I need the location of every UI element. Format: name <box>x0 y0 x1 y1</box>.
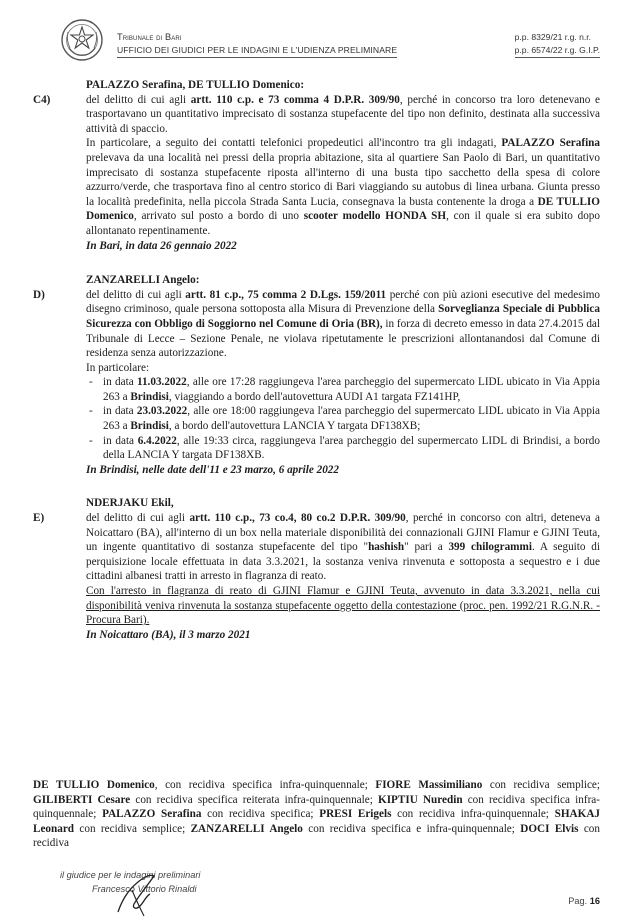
text-run: con recidiva specifica reiterata infra-quinquennale; <box>130 793 378 806</box>
defendant-name: PRESI Erigels <box>319 808 392 821</box>
case-ref-nr: p.p. 8329/21 r.g. n.r. <box>514 32 592 42</box>
text-run: in data <box>103 434 138 447</box>
text-run: con recidiva semplice; <box>74 822 191 835</box>
law-reference: artt. 81 c.p., 75 comma 2 D.Lgs. 159/2011 <box>185 288 387 301</box>
list-intro: In particolare: <box>86 361 150 374</box>
text-run: , arrivato sul posto a bordo di uno <box>133 210 304 223</box>
substance-name: hashish <box>368 541 405 554</box>
charge-d-text <box>86 288 600 478</box>
text-run: prelevava da una località nei pressi della propria abitazione, sita al quartiere San Paolo di Bari, un quantitativo imprecisato di sostanza stupefacente riposta all'interno di una busta tipo sacchetto della spesa di colore azzurro/verde, che trasportava fino al centro storico di Bari viaggiando su autobus di linea urbana. Giunta presso la località predefinita, nella piccola Strada Santa Lucia, consegnava la busta contenente la droga a <box>86 151 600 208</box>
defendant-name: FIORE Massimiliano <box>375 779 483 791</box>
text-run: del delitto di cui agli <box>86 288 186 301</box>
judge-name: Francesco Vittorio Rinaldi <box>92 884 197 894</box>
list-item: - in data 23.03.2022, alle ore 18:00 raggiungeva l'area parcheggio del supermercato LIDL ubicato in Via Appia 263 a Brindisi, a bordo dell'autovettura LANCIA Y targata DF138XB; <box>89 405 600 433</box>
court-name: Tribunale di Bari <box>117 32 182 42</box>
event-date: 6.4.2022 <box>137 434 177 447</box>
text-run: con recidiva specifica; <box>201 808 320 821</box>
court-office: UFFICIO DEI GIUDICI PER LE INDAGINI E L'UDIENZA PRELIMINARE <box>117 44 397 58</box>
text-run: perché con più azioni esecutive del medesimo disegno criminoso, quale persona sottoposta alla Misura di Prevenzione della <box>86 288 601 316</box>
list-item: - in data 6.4.2022, alle 19:33 circa, raggiungeva l'area parcheggio del supermercato LIDL di Brindisi, a bordo della LANCIA Y targata DF138XB. <box>89 434 600 462</box>
text-run: , a bordo dell'autovettura LANCIA Y targata DF138XB; <box>168 420 421 433</box>
charge-c4-text <box>86 93 600 254</box>
event-date: 23.03.2022 <box>136 405 188 418</box>
text-run: con recidiva <box>33 822 600 850</box>
law-reference: artt. 110 c.p. e 73 comma 4 D.P.R. 309/90 <box>190 93 400 106</box>
place-name: Brindisi <box>130 390 169 403</box>
charge-c4-label: C4) <box>33 93 51 106</box>
defendant-name: GILIBERTI Cesare <box>33 793 131 806</box>
handwritten-signature-icon <box>110 860 170 920</box>
text-run: con recidiva specifica infra-quinquennale; <box>33 793 600 821</box>
charge-e-date: In Noicattaro (BA), il 3 marzo 2021 <box>86 628 251 641</box>
case-references <box>515 31 600 58</box>
list-item: - in data 11.03.2022, alle ore 17:28 raggiungeva l'area parcheggio del supermercato LIDL ubicato in Via Appia 263 a Brindisi, viaggiando a bordo dell'autovettura AUDI A1 targata FZ141HP, <box>89 376 600 403</box>
defendant-name: SHAKAJ Leonard <box>33 808 600 835</box>
defendant-name: DE TULLIO Domenico <box>86 195 600 223</box>
quantity: 399 chilogrammi <box>448 541 532 554</box>
text-run: del delitto di cui agli <box>86 512 190 525</box>
defendant-name: PALAZZO Serafina <box>102 808 202 821</box>
text-run: In particolare, a seguito dei contatti telefonici propedeutici all'incontro tra gli indagati, <box>86 137 502 150</box>
text-run: , alle ore 18:00 raggiungeva l'area parcheggio del supermercato LIDL ubicato in Via Appia 263 a <box>103 405 600 433</box>
text-run: . A seguito di perquisizione locale effettuata in data 3.3.2021, la sostanza veniva rinvenuta e sottoposta a sequestro e i due cittadini albanesi tratti in arresto in flagranza di reato. <box>86 541 600 583</box>
violation-list <box>86 375 600 463</box>
charge-c4-heading: PALAZZO Serafina, DE TULLIO Domenico: <box>86 79 305 91</box>
event-date: 11.03.2022 <box>136 376 187 389</box>
document-body <box>33 78 600 642</box>
charge-d-date: In Brindisi, nelle date dell'11 e 23 marzo, 6 aprile 2022 <box>86 463 339 476</box>
text-run: con recidiva infra-quinquennale; <box>391 808 555 821</box>
text-run: , alle 19:33 circa, raggiungeva l'area parcheggio del supermercato LIDL di Brindisi, a bordo della LANCIA Y targata DF138XB. <box>103 434 600 462</box>
italian-republic-emblem-icon <box>60 18 104 62</box>
text-run: , perché in concorso tra loro detenevano e trasportavano un quantitativo imprecisato di sostanza stupefacente del tipo non definito, destinata alla successiva attività di spaccio. <box>86 93 600 135</box>
text-run: " pari a <box>404 541 449 554</box>
charge-c4-date: In Bari, in data 26 gennaio 2022 <box>86 239 237 252</box>
court-block <box>117 31 397 58</box>
charge-d <box>33 273 600 477</box>
charge-e-text <box>86 511 600 642</box>
case-ref-gip: p.p. 6574/22 r.g. G.I.P. <box>515 44 600 58</box>
defendant-name: PALAZZO Serafina <box>501 137 600 150</box>
text-run: , con recidiva specifica infra-quinquennale; <box>154 779 376 791</box>
measure-name: Sorveglianza Speciale di Pubblica Sicurezza con Obbligo di Soggiorno nel Comune di Oria (BR), <box>86 303 600 330</box>
related-arrest-note: Con l'arresto in flagranza di reato di GJINI Flamur e GJINI Teuta, avvenuto in data 3.3.2021, nella cui disponibilità veniva rinvenuta la sostanza stupefacente oggetto della contestazione (proc. pen. 1992/21 R.G.N.R. - Procura Bari). <box>86 585 600 627</box>
charge-e-label: E) <box>33 512 45 525</box>
text-run: in data <box>103 405 137 418</box>
charge-c4 <box>33 78 600 253</box>
page-header <box>0 0 638 66</box>
page-number-value: 16 <box>589 896 600 906</box>
text-run: in forza di decreto emesso in data 27.4.2015 dal Tribunale di Lecce – Sezione Penale, ne violava ripetutamente le prescrizioni allontanandosi dal Comune di residenza senza autorizzazione. <box>86 317 600 360</box>
text-run: , viaggiando a bordo dell'autovettura AUDI A1 targata FZ141HP, <box>168 390 461 403</box>
text-run: in data <box>103 376 137 389</box>
charge-d-heading: ZANZARELLI Angelo: <box>86 274 200 287</box>
defendant-name: DOCI Elvis <box>520 822 579 835</box>
text-run: , perché in concorso con altri, deteneva a Noicattaro (BA), all'interno di un box nella materiale disponibilità dei connazionali GJINI Flamur e GJINI Teuta, un ingente quantitativo di sostanza stupefacente del tipo " <box>86 512 600 554</box>
judge-role: il giudice per le indagini preliminari <box>60 870 201 880</box>
charge-d-label: D) <box>33 288 45 301</box>
page-label: Pag. <box>568 896 588 906</box>
text-run: con recidiva specifica e infra-quinquennale; <box>302 822 521 835</box>
text-run: con recidiva semplice; <box>482 779 600 791</box>
charge-e <box>33 496 600 642</box>
charge-e-heading: NDERJAKU Ekil, <box>86 497 174 510</box>
page-number <box>568 896 600 906</box>
recidivism-paragraph <box>33 778 600 851</box>
vehicle-name: scooter modello HONDA SH <box>303 210 447 223</box>
text-run: , con il quale si era subito dopo allontanato repentinamente. <box>86 210 600 237</box>
defendant-name: ZANZARELLI Angelo <box>190 822 303 835</box>
text-run: del delitto di cui agli <box>86 93 191 106</box>
defendant-name: DE TULLIO Domenico <box>33 779 155 791</box>
text-run: , alle ore 17:28 raggiungeva l'area parcheggio del supermercato LIDL ubicato in Via Appia 263 a <box>103 376 600 403</box>
defendant-name: KIPTIU Nuredin <box>378 793 463 806</box>
place-name: Brindisi <box>130 420 169 433</box>
law-reference: artt. 110 c.p., 73 co.4, 80 co.2 D.P.R. 309/90 <box>189 512 406 525</box>
